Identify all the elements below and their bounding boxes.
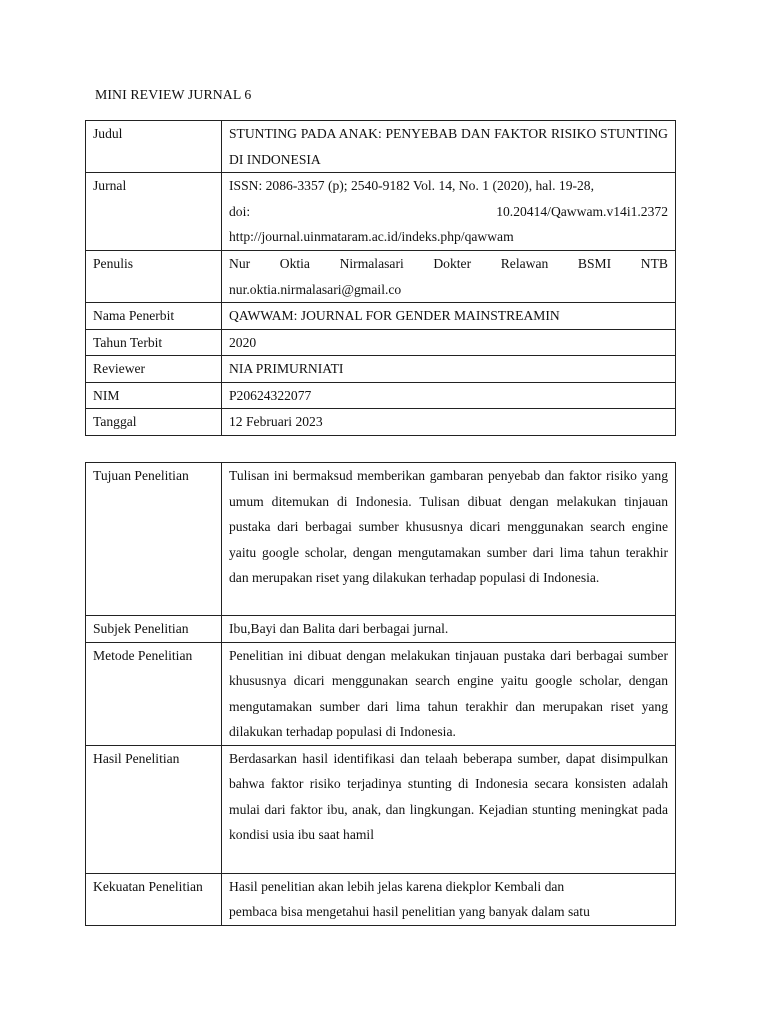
row-tahun	[86, 329, 676, 356]
value-nim: P20624322077	[222, 382, 676, 409]
penulis-word: Dokter	[433, 256, 472, 271]
review-table	[85, 462, 676, 926]
label-nim: NIM	[86, 382, 222, 409]
value-hasil: Berdasarkan hasil identifikasi dan telaah beberapa sumber, dapat disimpulkan bahwa faktor risiko terjadinya stunting di Indonesia secara konsisten adalah mulai dari faktor ibu, anak, dan lingkungan. Kejadian stunting meningkat pada kondisi usia ibu saat hamil	[222, 745, 676, 873]
penulis-email: nur.oktia.nirmalasari@gmail.co	[229, 281, 402, 297]
jurnal-issn: ISSN: 2086-3357 (p); 2540-9182 Vol. 14, No. 1 (2020), hal. 19-28,	[229, 178, 595, 193]
penulis-word: NTB	[640, 256, 668, 271]
label-judul: Judul	[86, 121, 222, 173]
label-tanggal: Tanggal	[86, 409, 222, 436]
penulis-word: BSMI	[577, 256, 612, 271]
row-penulis	[86, 251, 676, 303]
row-reviewer	[86, 356, 676, 383]
row-judul	[86, 121, 676, 173]
journal-info-table	[85, 120, 676, 436]
label-reviewer: Reviewer	[86, 356, 222, 383]
page-heading: MINI REVIEW JURNAL 6	[95, 87, 252, 102]
value-tanggal: 12 Februari 2023	[222, 409, 676, 436]
value-metode: Penelitian ini dibuat dengan melakukan tinjauan pustaka dari berbagai sumber khususnya dicari menggunakan search engine yaitu google scholar, dengan mengutamakan sumber dari lima tahun terakhir dan merupakan riset yang dilakukan terhadap populasi di Indonesia.	[222, 642, 676, 745]
row-subjek	[86, 616, 676, 643]
value-kekuatan	[222, 873, 676, 925]
value-tahun: 2020	[222, 329, 676, 356]
penulis-word: Oktia	[279, 256, 310, 271]
row-hasil	[86, 745, 676, 873]
label-tujuan: Tujuan Penelitian	[86, 463, 222, 616]
label-tahun: Tahun Terbit	[86, 329, 222, 356]
row-kekuatan	[86, 873, 676, 925]
value-tujuan: Tulisan ini bermaksud memberikan gambaran penyebab dan faktor risiko yang umum ditemukan di Indonesia. Tulisan dibuat dengan melakukan tinjauan pustaka dari berbagai sumber khususnya dicari menggunakan search engine yaitu google scholar, dengan mengutamakan sumber dari lima tahun terakhir dan merupakan riset yang dilakukan terhadap populasi di Indonesia.	[222, 463, 676, 616]
penulis-word: Nur	[229, 256, 251, 271]
label-penerbit: Nama Penerbit	[86, 303, 222, 330]
row-tujuan	[86, 463, 676, 616]
label-jurnal: Jurnal	[86, 173, 222, 251]
penulis-word: Nirmalasari	[339, 256, 404, 271]
label-kekuatan: Kekuatan Penelitian	[86, 873, 222, 925]
value-subjek: Ibu,Bayi dan Balita dari berbagai jurnal.	[222, 616, 676, 643]
label-metode: Metode Penelitian	[86, 642, 222, 745]
value-penulis	[222, 251, 676, 303]
kekuatan-line-2: pembaca bisa mengetahui hasil penelitian yang banyak dalam satu	[229, 904, 590, 919]
row-nim	[86, 382, 676, 409]
value-judul: STUNTING PADA ANAK: PENYEBAB DAN FAKTOR RISIKO STUNTING DI INDONESIA	[222, 121, 676, 173]
jurnal-url: http://journal.uinmataram.ac.id/indeks.php/qawwam	[229, 229, 514, 244]
row-jurnal	[86, 173, 676, 251]
value-penerbit: QAWWAM: JOURNAL FOR GENDER MAINSTREAMIN	[222, 303, 676, 330]
label-subjek: Subjek Penelitian	[86, 616, 222, 643]
value-jurnal	[222, 173, 676, 251]
row-tanggal	[86, 409, 676, 436]
label-hasil: Hasil Penelitian	[86, 745, 222, 873]
kekuatan-line-1: Hasil penelitian akan lebih jelas karena diekplor Kembali dan	[229, 878, 565, 894]
jurnal-doi-line	[229, 199, 668, 225]
value-reviewer: NIA PRIMURNIATI	[222, 356, 676, 383]
label-penulis: Penulis	[86, 251, 222, 303]
row-metode	[86, 642, 676, 745]
penulis-name-line	[229, 251, 668, 277]
penulis-word: Relawan	[500, 256, 549, 271]
jurnal-doi-label: doi:	[229, 203, 251, 219]
jurnal-doi-value: 10.20414/Qawwam.v14i1.2372	[496, 203, 668, 219]
row-penerbit	[86, 303, 676, 330]
